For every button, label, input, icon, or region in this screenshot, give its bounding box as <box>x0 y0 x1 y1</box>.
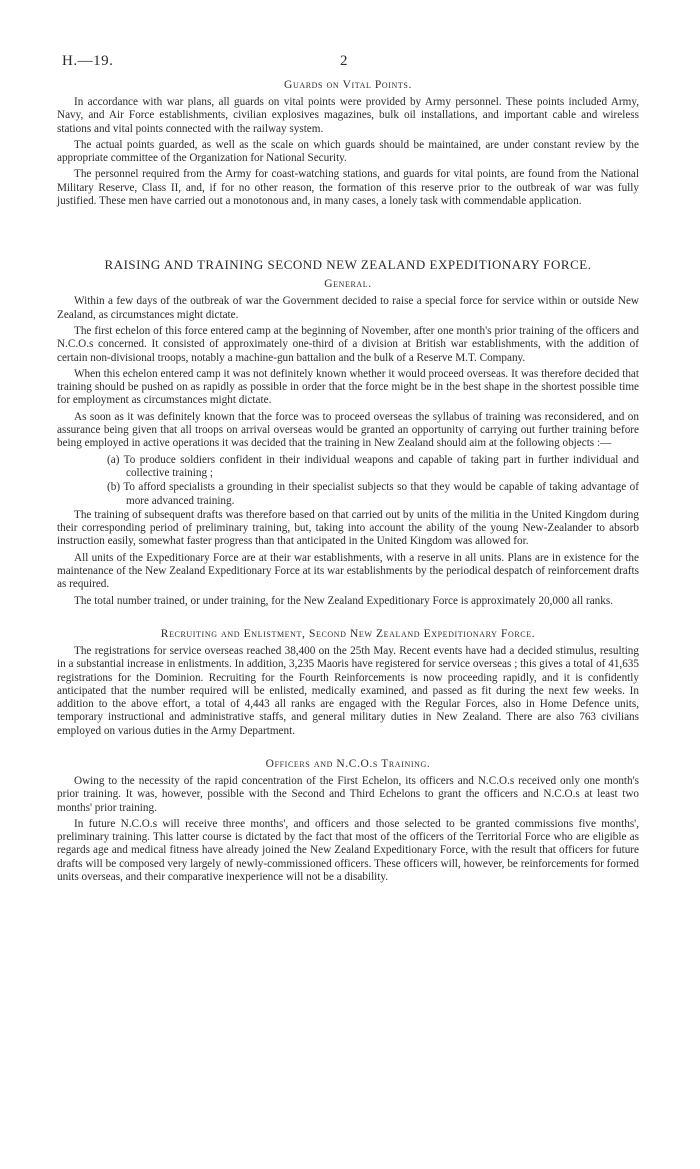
section-heading: Recruiting and Enlistment, Second New Zealand Expeditionary Force. <box>160 627 536 640</box>
section-guards-vital-points <box>57 79 639 208</box>
paragraph: In accordance with war plans, all guards on vital points were provided by Army personnel. These points included Army, Navy, and Air Force establishments, civilian explosives magazines, bulk oil installations, and important cable and wireless stations and vital points connected with the railway system. <box>57 96 639 135</box>
section-officers-training <box>57 758 639 884</box>
section-raising-training <box>57 257 639 608</box>
section-heading: General. <box>324 278 372 291</box>
list-item: (b) To afford specialists a grounding in their specialist subjects so that they would be capable of taking advantage of more advanced training. <box>107 481 639 507</box>
paragraph: The total number trained, or under training, for the New Zealand Expeditionary Force is approximately 20,000 all ranks. <box>74 594 614 607</box>
paragraph: The training of subsequent drafts was therefore based on that carried out by units of the militia in the United Kingdom during their corresponding period of preliminary training, but, taking into account the ability of the young New-Zealander to absorb instruction easily, somewhat faster progress than that anticipated in the United Kingdom was allowed for. <box>57 508 639 548</box>
paragraph: The personnel required from the Army for coast-watching stations, and guards for vital points, are found from the National Military Reserve, Class II, and, if for no other reason, the formation of this reserve prior to the outbreak of war was fully justified. These men have carried out a monotonous and, in many cases, a lonely task with commendable application. <box>57 168 639 208</box>
paragraph: The registrations for service overseas reached 38,400 on the 25th May. Recent events have had a decided stimulus, resulting in a substantial increase in enlistments. In addition, 3,235 Maoris have registered for service overseas ; this gives a total of 41,635 registrations for the Dominion. Recruiting for the Fourth Reinforcements is now proceeding rapidly, and it is confidently anticipated that the number required will be enlisted, medically examined, and passed as fit during the next few weeks. In addition to the above effort, a total of 4,443 all ranks are engaged with the Regular Forces, also in Home Defence units, temporary instructional and administrative staffs, and general military duties in New Zealand. There are also 763 civilians employed on various duties in the Army Department. <box>57 644 639 737</box>
document-code: H.—19. <box>62 53 114 69</box>
main-heading: RAISING AND TRAINING SECOND NEW ZEALAND EXPEDITIONARY FORCE. <box>104 257 592 273</box>
section-heading: Guards on Vital Points. <box>284 79 412 91</box>
paragraph: The actual points guarded, as well as the scale on which guards should be maintained, are under constant review by the appropriate committee of the Organization for National Security. <box>57 138 639 165</box>
section-heading: Officers and N.C.O.s Training. <box>265 757 431 770</box>
paragraph: Owing to the necessity of the rapid concentration of the First Echelon, its officers and N.C.O.s received only one month's prior training. It was, however, possible with the Second and Third Echelons to grant the officers and N.C.O.s at least two months' prior training. <box>57 774 639 814</box>
paragraph: As soon as it was definitely known that the force was to proceed overseas the syllabus of training was reconsidered, and on assurance being given that all troops on arrival overseas would be granted an opportunity of carrying out further training before being employed in active operations it was decided that the training in New Zealand should aim at the following objects :— <box>57 410 639 450</box>
list-item: (a) To produce soldiers confident in their individual weapons and capable of taking part in further individual and collective training ; <box>107 453 639 479</box>
paragraph: All units of the Expeditionary Force are at their war establishments, with a reserve in all units. Plans are in existence for the maintenance of the New Zealand Expeditionary Force at its war establishments by the periodical despatch of reinforcement drafts as required. <box>57 551 639 591</box>
paragraph: The first echelon of this force entered camp at the beginning of November, after one month's prior training of the officers and N.C.O.s concerned. It consisted of approximately one-third of a division at British war establishments, with the addition of certain non-divisional troops, notably a machine-gun battalion and the bulk of a Reserve M.T. Company. <box>57 324 639 364</box>
paragraph: In future N.C.O.s will receive three months', and officers and those selected to be granted commissions five months', preliminary training. This latter course is dictated by the fact that most of the officers of the Territorial Force who are eligible as regards age and medical fitness have already joined the New Zealand Expeditionary Force, with the result that officers for future drafts will be composed very largely of newly-commissioned officers. These officers will, however, be reinforcements for formed units overseas, and their comparative inexperience will not be a disability. <box>57 817 639 884</box>
section-recruiting-enlistment <box>57 628 639 738</box>
page-header <box>0 53 700 73</box>
paragraph: Within a few days of the outbreak of war the Government decided to raise a special force for service within or outside New Zealand, as circumstances might dictate. <box>57 295 639 321</box>
page-body <box>57 79 639 887</box>
page-number: 2 <box>340 53 348 69</box>
paragraph: When this echelon entered camp it was not definitely known whether it would proceed overseas. It was therefore decided that training should be pushed on as rapidly as possible in order that the force might be in the best shape in the shortest possible time for employment as circumstances might dictate. <box>57 367 639 407</box>
